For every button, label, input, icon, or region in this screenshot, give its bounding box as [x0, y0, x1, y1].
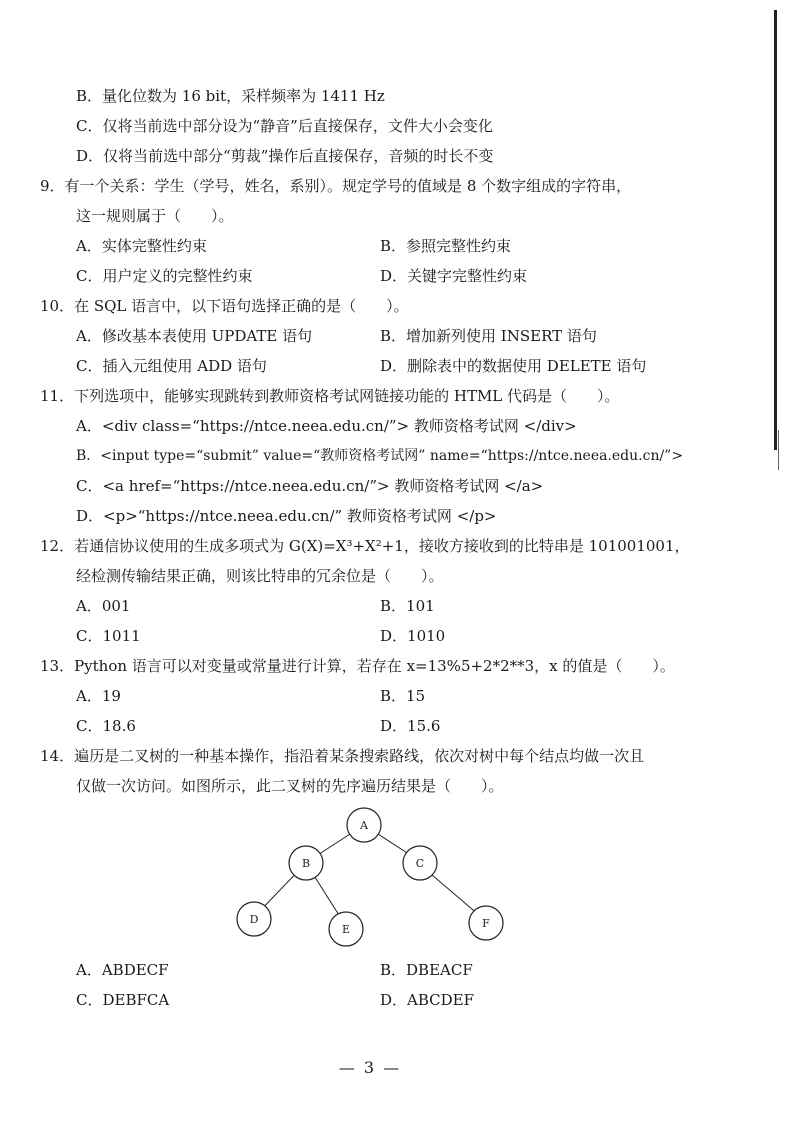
q10-option-a: A．修改基本表使用 UPDATE 语句 — [76, 327, 313, 345]
q9-option-c: C．用户定义的完整性约束 — [76, 267, 253, 285]
q12-option-c: C．1011 — [76, 627, 141, 645]
tree-node-b-label: B — [301, 857, 311, 870]
q8-option-c: C．仅将当前选中部分设为“静音”后直接保存，文件大小会变化 — [76, 117, 493, 135]
q10-option-b: B．增加新列使用 INSERT 语句 — [380, 327, 597, 345]
tree-node-e-label: E — [341, 923, 351, 936]
q10-stem: 10．在 SQL 语言中，以下语句选择正确的是（ ）。 — [40, 297, 409, 315]
q14-stem-cont: 仅做一次访问。如图所示，此二叉树的先序遍历结果是（ ）。 — [76, 777, 504, 795]
q12-option-a: A．001 — [76, 597, 131, 615]
binary-tree-diagram — [220, 805, 520, 955]
tree-node-c-label: C — [415, 857, 425, 870]
q12-stem: 12．若通信协议使用的生成多项式为 G(X)=X³+X²+1，接收方接收到的比特串是 101001001， — [40, 537, 690, 555]
q10-option-c: C．插入元组使用 ADD 语句 — [76, 357, 267, 375]
q9-option-d: D．关键字完整性约束 — [380, 267, 528, 285]
q14-stem: 14．遍历是二叉树的一种基本操作，指沿着某条搜索路线，依次对树中每个结点均做一次且 — [40, 747, 645, 765]
q11-option-b: B．<input type=“submit” value=“教师资格考试网” name=“https://ntce.neea.edu.cn/”> — [76, 448, 684, 464]
q8-option-b: B．量化位数为 16 bit，采样频率为 1411 Hz — [76, 87, 385, 105]
q13-option-c: C．18.6 — [76, 717, 136, 735]
q13-option-d: D．15.6 — [380, 717, 441, 735]
scan-edge-mark — [774, 10, 777, 450]
q14-option-c: C．DEBFCA — [76, 991, 170, 1009]
q12-option-d: D．1010 — [380, 627, 446, 645]
q8-option-d: D．仅将当前选中部分“剪裁”操作后直接保存，音频的时长不变 — [76, 147, 494, 165]
tree-node-a-label: A — [360, 819, 368, 832]
q12-option-b: B．101 — [380, 597, 435, 615]
tree-node-d-label: D — [249, 913, 259, 926]
q13-option-b: B．15 — [380, 687, 426, 705]
q14-option-a: A．ABDECF — [76, 961, 169, 979]
q14-option-b: B．DBEACF — [380, 961, 473, 979]
q11-option-c: C．<a href=“https://ntce.neea.edu.cn/”> 教师资格考试网 </a> — [76, 477, 544, 495]
q11-option-d: D．<p>“https://ntce.neea.edu.cn/” 教师资格考试网 </p> — [76, 507, 497, 525]
scan-edge-mark — [778, 430, 779, 470]
q10-option-d: D．删除表中的数据使用 DELETE 语句 — [380, 357, 647, 375]
q9-option-b: B．参照完整性约束 — [380, 237, 512, 255]
q14-option-d: D．ABCDEF — [380, 991, 475, 1009]
q11-stem: 11．下列选项中，能够实现跳转到教师资格考试网链接功能的 HTML 代码是（ ）。 — [40, 387, 620, 405]
tree-node-f-label: F — [482, 917, 490, 930]
q9-option-a: A．实体完整性约束 — [76, 237, 207, 255]
q13-stem: 13．Python 语言可以对变量或常量进行计算，若存在 x=13%5+2*2**3，x 的值是（ ）。 — [40, 657, 675, 675]
q13-option-a: A．19 — [76, 687, 121, 705]
q11-option-a: A．<div class=“https://ntce.neea.edu.cn/”> 教师资格考试网 </div> — [76, 417, 577, 435]
q12-stem-cont: 经检测传输结果正确，则该比特串的冗余位是（ ）。 — [76, 567, 444, 585]
q9-stem: 9．有一个关系：学生（学号，姓名，系别）。规定学号的值域是 8 个数字组成的字符串， — [40, 177, 632, 195]
q9-stem-cont: 这一规则属于（ ）。 — [76, 207, 234, 225]
page-number: — 3 — — [338, 1058, 402, 1077]
